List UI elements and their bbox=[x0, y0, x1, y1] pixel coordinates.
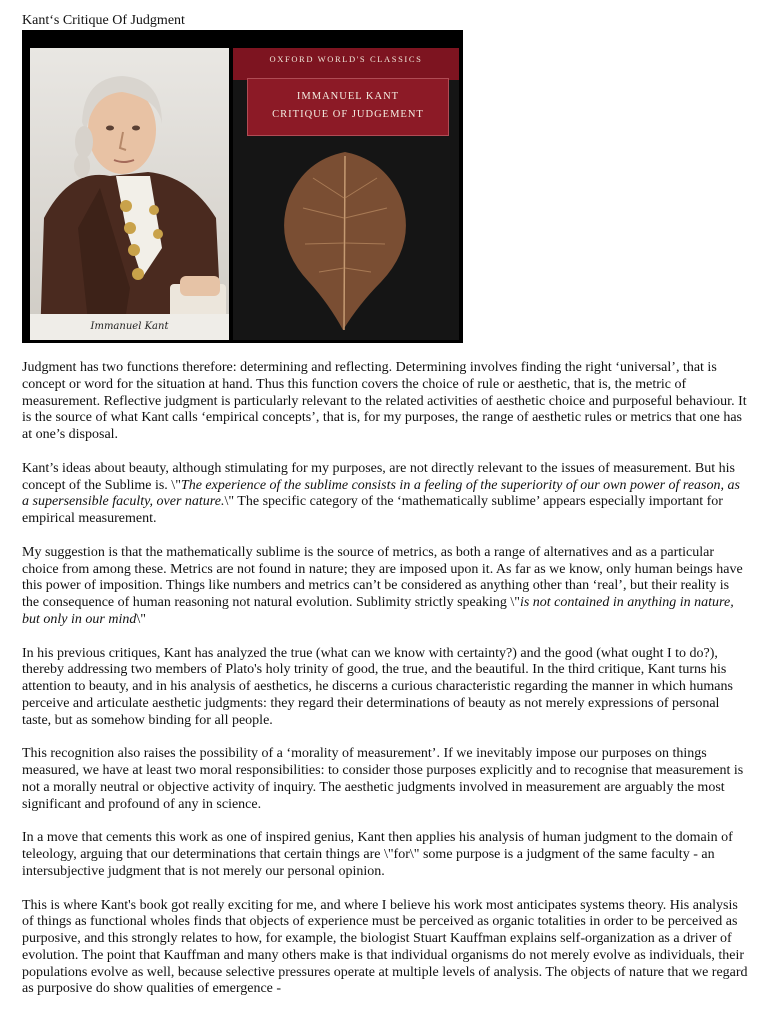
portrait-illustration bbox=[30, 48, 229, 340]
cover-title: CRITIQUE OF JUDGEMENT bbox=[272, 109, 424, 120]
cover-series: OXFORD WORLD'S CLASSICS bbox=[269, 54, 423, 64]
article-body bbox=[22, 360, 748, 1015]
sublime-quote: The experience of the sublime consists in a feeling of the superiority of our own power of reason, as a supersensible faculty, over nature. bbox=[22, 477, 740, 510]
document-title: Kant‘s Critique Of Judgment bbox=[22, 13, 185, 28]
leaf-illustration bbox=[233, 48, 459, 340]
paragraph: In a move that cements this work as one of inspired genius, Kant then applies his analysis of human judgment to the domain of teleology, arguing that our determinations that certain things are \"for\" some purpose is a judgment of the same faculty - an intersubjective judgment that is not merely our personal opinion. bbox=[22, 830, 733, 879]
book-cover bbox=[233, 48, 459, 340]
paragraph: In his previous critiques, Kant has analyzed the true (what can we know with certainty?) and the good (what ought I to do?), thereby addressing two members of Plato's holy trinity of good, the true, and the beautiful. In the third critique, Kant turns his attention to beauty, and in his analysis of aesthetics, he discerns a curious characteristic regarding the manner in which humans perceive and articulate aesthetic judgments: they regard their determinations of beauty as not merely expressions of personal taste, but as somehow binding for all people. bbox=[22, 645, 733, 728]
paragraph: My suggestion is that the mathematically sublime is the source of metrics, as both a range of alternatives and as a particular choice from among these. Metrics are not found in nature; they are imposed upon it. As far as we know, only human beings have this power of imposition. Things like numbers and metrics can’t be considered as anything other than ‘real’, but their reality is the consequence of human reasoning not natural evolution. Sublimity strictly speaking \"is not contained in anything in nature, but only in our mind\" bbox=[22, 544, 743, 627]
cover-author: IMMANUEL KANT bbox=[296, 91, 400, 102]
kant-portrait bbox=[30, 48, 229, 340]
paragraph: This recognition also raises the possibility of a ‘morality of measurement’. If we inevitably impose our purposes on things measured, we have at least two moral responsibilities: to consider those purposes explicitly and to recognise that measurement is not a morally neutral or objective activity of inquiry. The aesthetic judgments involved in measurement are arguably the most significant and profound of any in science. bbox=[22, 746, 744, 812]
portrait-signature: Immanuel Kant bbox=[90, 321, 169, 332]
book-figure bbox=[22, 30, 463, 343]
paragraph: Kant’s ideas about beauty, although stimulating for my purposes, are not directly relevant to the issues of measurement. But his concept of the Sublime is. \"The experience of the sublime consists in a feeling of the superiority of our own power of reason, as a supersensible faculty, over nature.\" The specific category of the ‘mathematically sublime’ appears especially important for empirical measurement. bbox=[22, 460, 740, 527]
paragraph: This is where Kant's book got really exciting for me, and where I believe his work most anticipates systems theory. His analysis of things as functional wholes finds that objects of experience must be perceived as organic totalities in order to be perceived as purposive, and this strongly relates to how, for example, the biologist Stuart Kauffman explains self-organization as a driver of evolution. The point that Kauffman and many others make is that individual organisms do not merely evolve as individuals, their populations evolve as well, because selective pressures operate at multiple levels of analysis. The objects of nature that we regard as purposive do show qualities of emergence - bbox=[22, 897, 748, 997]
mind-quote: is not contained in anything in nature, but only in our mind bbox=[22, 595, 734, 627]
paragraph: Judgment has two functions therefore: determining and reflecting. Determining involves finding the right ‘universal’, that is concept or word for the situation at hand. Thus this function covers the choice of rule or aesthetic, that is, the metric of measurement. Reflective judgment is particularly relevant to the related activities of aesthetic choice and purposeful behaviour. It is the source of what Kant calls ‘empirical concepts’, that is, for my purposes, the range of aesthetic rules or metrics that one has at one’s disposal. bbox=[22, 360, 747, 443]
